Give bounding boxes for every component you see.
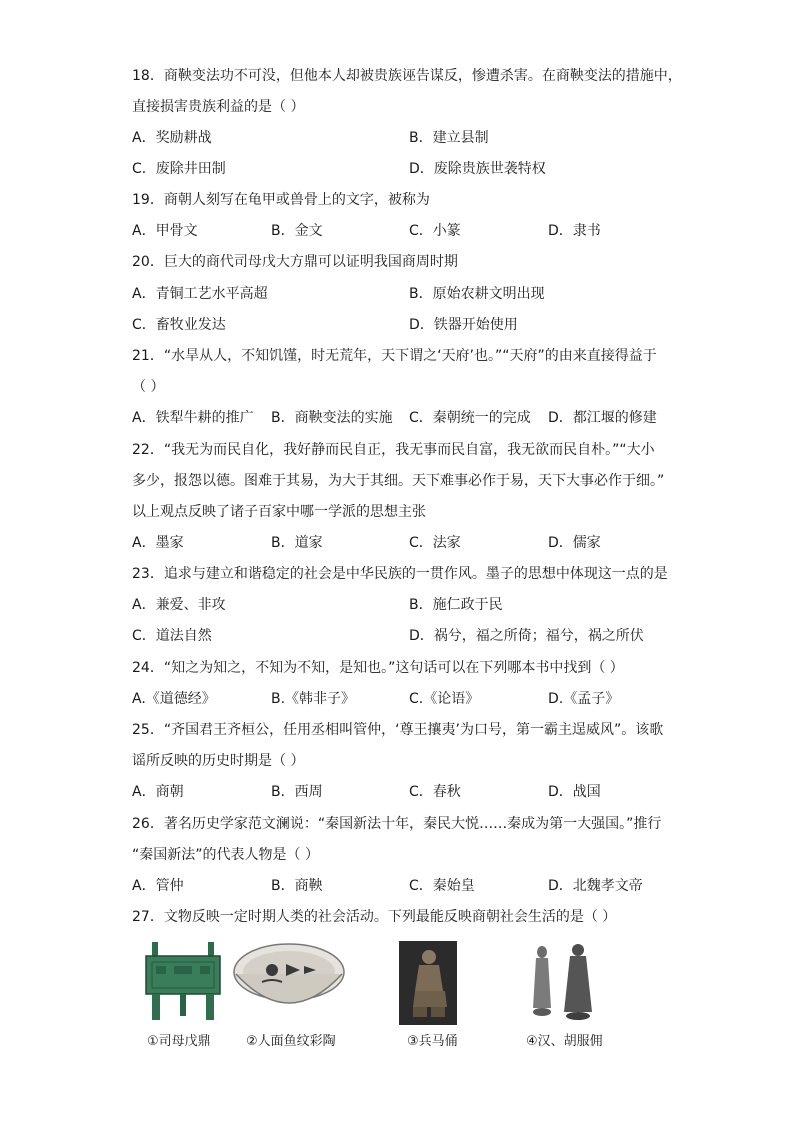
q26-stem-line2: “秦国新法”的代表人物是（ ） [132, 847, 319, 863]
q22-option-b: B．道家 [271, 535, 323, 551]
q19-option-b: B．金文 [271, 223, 323, 239]
q20-option-d: D．铁器开始使用 [409, 317, 518, 333]
q18-option-d: D．废除贵族世袭特权 [409, 161, 546, 177]
q26-option-b: B．商鞅 [271, 878, 323, 894]
bronze-ding-image [140, 940, 226, 1024]
q21-option-a: A．铁犁牛耕的推广 [132, 410, 254, 426]
q25-option-c: C．春秋 [409, 784, 461, 800]
q21-option-b: B．商鞅变法的实施 [271, 410, 393, 426]
q22-option-d: D．儒家 [548, 535, 601, 551]
q25-option-a: A．商朝 [132, 784, 184, 800]
q25-stem-line1: 25．“齐国君王齐桓公，任用丞相叫管仲，‘尊王攘夷’为口号，第一霸主逞威风”。该歌 [132, 722, 664, 738]
q26-stem-line1: 26．著名历史学家范文澜说：“秦国新法十年，秦民大悦……秦成为第一大强国。”推行 [132, 816, 662, 832]
q20-option-b: B．原始农耕文明出现 [409, 286, 545, 302]
q21-stem-line2: （ ） [132, 379, 165, 395]
q22-stem-line3: 以上观点反映了诸子百家中哪一学派的思想主张 [132, 504, 426, 520]
q18-stem-line1: 18．商鞅变法功不可没，但他本人却被贵族诬告谋反，惨遭杀害。在商鞅变法的措施中， [132, 68, 682, 84]
q20-option-a: A．青铜工艺水平高超 [132, 286, 268, 302]
q20-option-c: C．畜牧业发达 [132, 317, 226, 333]
q25-option-b: B．西周 [271, 784, 323, 800]
q19-stem: 19．商朝人刻写在龟甲或兽骨上的文字，被称为 [132, 192, 430, 208]
q23-stem: 23．追求与建立和谐稳定的社会是中华民族的一贯作风。墨子的思想中体现这一点的是 [132, 566, 668, 582]
q21-option-c: C．秦朝统一的完成 [409, 410, 531, 426]
q19-option-a: A．甲骨文 [132, 223, 198, 239]
q24-option-c: C.《论语》 [409, 691, 480, 707]
q23-option-b: B．施仁政于民 [409, 597, 503, 613]
q21-stem-line1: 21．“水旱从人，不知饥馑，时无荒年，天下谓之‘天府’也。”“天府”的由来直接得益于 [132, 348, 657, 364]
q26-option-a: A．管仲 [132, 878, 184, 894]
q18-stem-line2: 直接损害贵族利益的是（ ） [132, 99, 305, 115]
q22-stem-line1: 22．“我无为而民自化，我好静而民自正，我无事而民自富，我无欲而民自朴。”“大小 [132, 442, 655, 458]
terracotta-warrior-image [399, 941, 457, 1025]
q18-option-c: C．废除井田制 [132, 161, 226, 177]
q24-option-a: A.《道德经》 [132, 691, 216, 707]
q22-stem-line2: 多少，报怨以德。图难于其易，为大于其细。天下难事必作于易，天下大事必作于细。” [132, 473, 665, 489]
q25-option-d: D．战国 [548, 784, 601, 800]
q18-option-b: B．建立县制 [409, 130, 489, 146]
caption-4: ④汉、胡服佣 [526, 1034, 603, 1049]
han-hu-figurines-image [528, 940, 598, 1024]
caption-2: ②人面鱼纹彩陶 [246, 1034, 336, 1049]
q23-option-a: A．兼爱、非攻 [132, 597, 226, 613]
q26-option-d: D．北魏孝文帝 [548, 878, 643, 894]
q19-option-d: D．隶书 [548, 223, 601, 239]
painted-pottery-basin-image [232, 942, 346, 1016]
q23-option-d: D．祸兮，福之所倚；福兮，祸之所伏 [409, 628, 644, 644]
q24-stem: 24．“知之为知之，不知为不知，是知也。”这句话可以在下列哪本书中找到（ ） [132, 660, 624, 676]
q26-option-c: C．秦始皇 [409, 878, 475, 894]
q27-stem: 27．文物反映一定时期人类的社会活动。下列最能反映商朝社会生活的是（ ） [132, 909, 617, 925]
q24-option-d: D.《孟子》 [548, 691, 620, 707]
q22-option-c: C．法家 [409, 535, 461, 551]
caption-1: ①司母戊鼎 [147, 1034, 211, 1049]
q19-option-c: C．小篆 [409, 223, 461, 239]
q23-option-c: C．道法自然 [132, 628, 212, 644]
q18-option-a: A．奖励耕战 [132, 130, 212, 146]
q25-stem-line2: 谣所反映的历史时期是（ ） [132, 753, 305, 769]
caption-3: ③兵马俑 [407, 1034, 458, 1049]
q22-option-a: A．墨家 [132, 535, 184, 551]
q20-stem: 20．巨大的商代司母戊大方鼎可以证明我国商周时期 [132, 254, 458, 270]
q21-option-d: D．都江堰的修建 [548, 410, 657, 426]
q24-option-b: B.《韩非子》 [271, 691, 356, 707]
